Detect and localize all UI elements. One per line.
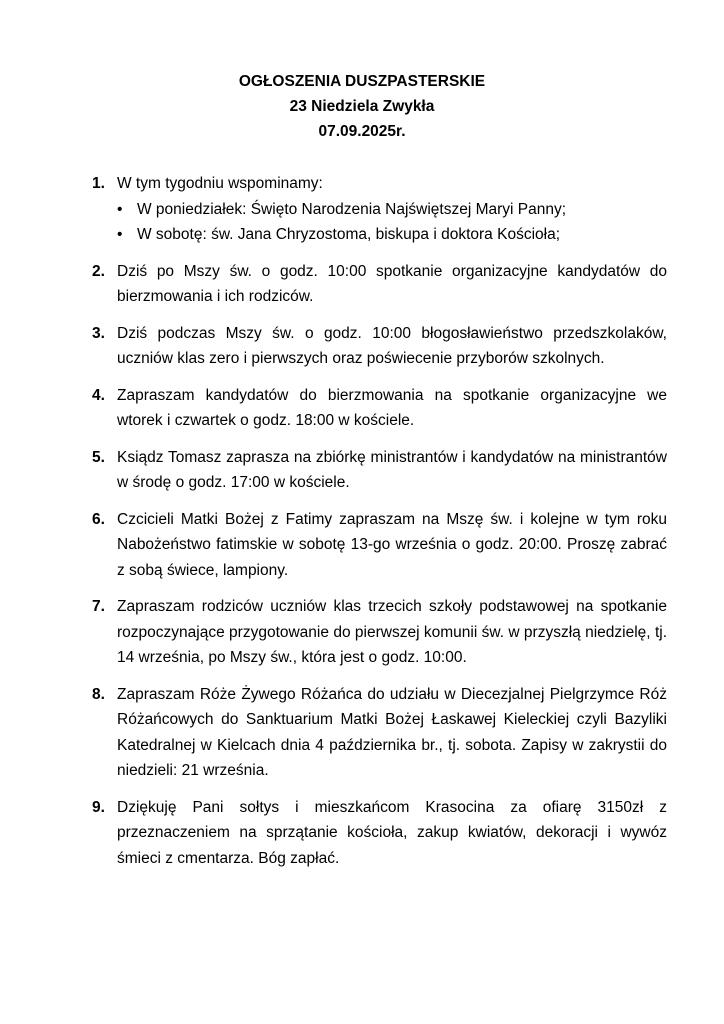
page-date: 07.09.2025r. — [318, 123, 406, 140]
bullet-text: W sobotę: św. Jana Chryzostoma, biskupa i doktora Kościoła; — [137, 226, 561, 243]
bullet-icon: • — [117, 200, 123, 218]
item-text: Czcicieli Matki Bożej z Fatimy zapraszam na Mszę św. i kolejne w tym roku Nabożeństwo fatimskie w sobotę 13-go września o godz. 20:00. Proszę zabrać z sobą świece, lampiony. — [117, 510, 667, 579]
list-item — [92, 795, 667, 872]
item-text: Dziś po Mszy św. o godz. 10:00 spotkanie organizacyjne kandydatów do bierzmowania i ich rodziców. — [117, 262, 667, 305]
list-item — [92, 383, 667, 434]
page-title: OGŁOSZENIA DUSZPASTERSKIE — [238, 73, 486, 90]
announcement-header — [0, 69, 724, 144]
announcement-list — [92, 171, 667, 882]
list-item — [92, 321, 667, 372]
bullet-text: W poniedziałek: Święto Narodzenia Najświętszej Maryi Panny; — [137, 200, 567, 218]
item-number: 6. — [92, 510, 105, 528]
item-number: 7. — [92, 598, 105, 615]
item-text: Zapraszam kandydatów do bierzmowania na spotkanie organizacyjne we wtorek i czwartek o godz. 18:00 w kościele. — [117, 386, 667, 429]
item-text: Zapraszam Róże Żywego Różańca do udziału w Diecezjalnej Pielgrzymce Róż Różańcowych do Sanktuarium Matki Bożej Łaskawej Kieleckiej czyli Bazyliki Katedralnej w Kielcach dnia 4 października br., tj. sobota. Zapisy w zakrystii do niedzieli: 21 września. — [117, 685, 667, 779]
item-number: 4. — [92, 386, 105, 404]
item-number: 1. — [92, 175, 105, 192]
item-number: 8. — [92, 685, 105, 703]
bullet-item — [117, 197, 667, 223]
item-text: Ksiądz Tomasz zaprasza na zbiórkę ministrantów i kandydatów na ministrantów w środę o godz. 17:00 w kościele. — [117, 448, 667, 491]
list-item — [92, 507, 667, 584]
item-number: 2. — [92, 262, 105, 280]
item-text: W tym tygodniu wspominamy: — [117, 175, 323, 192]
item-text: Zapraszam rodziców uczniów klas trzecich szkoły podstawowej na spotkanie rozpoczynające przygotowanie do pierwszej komunii św. w przyszłą niedzielę, tj. 14 września, po Mszy św., która jest o godz. 10:00. — [117, 598, 667, 666]
item-text: Dziękuję Pani sołtys i mieszkańcom Krasocina za ofiarę 3150zł z przeznaczeniem na sprzątanie kościoła, zakup kwiatów, dekoracji i wywóz śmieci z cmentarza. Bóg zapłać. — [117, 798, 667, 867]
item-number: 9. — [92, 798, 105, 816]
item-number: 3. — [92, 324, 105, 342]
item-number: 5. — [92, 448, 105, 466]
page-subtitle: 23 Niedziela Zwykła — [289, 98, 435, 115]
bullet-item — [117, 222, 667, 248]
bullet-icon: • — [117, 226, 123, 243]
item-text: Dziś podczas Mszy św. o godz. 10:00 błogosławieństwo przedszkolaków, uczniów klas zero i pierwszych oraz poświecenie przyborów szkolnych. — [117, 324, 667, 367]
list-item — [92, 445, 667, 496]
list-item — [92, 682, 667, 784]
list-item — [92, 171, 667, 248]
list-item — [92, 594, 667, 671]
list-item — [92, 259, 667, 310]
bullet-list — [117, 197, 667, 248]
